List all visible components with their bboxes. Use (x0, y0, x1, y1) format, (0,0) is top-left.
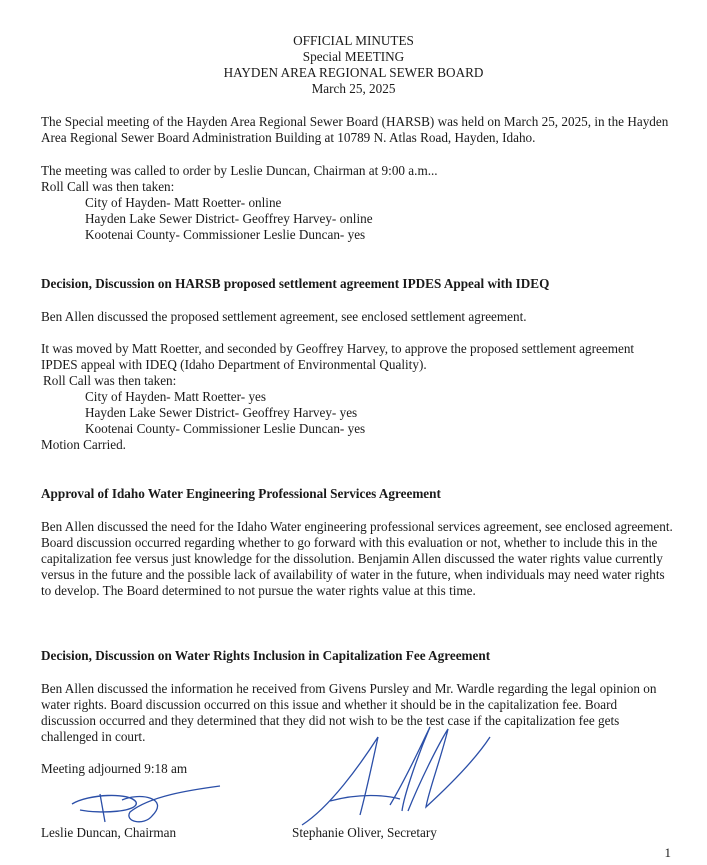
header-date: March 25, 2025 (311, 81, 396, 96)
intro-paragraph: The Special meeting of the Hayden Area Regional Sewer Board (HARSB) was held on March 25, 2025, in the Hayden Area Regional Sewer Board Administration Building at 10789 N. Atlas Road, Hayden, Idaho. (41, 114, 669, 145)
secretary-signature-label: Stephanie Oliver, Secretary (292, 825, 437, 840)
header-title: OFFICIAL MINUTES (293, 33, 414, 48)
motion-result: Motion Carried. (41, 437, 126, 452)
section-title-water-engineering: Approval of Idaho Water Engineering Professional Services Agreement (41, 486, 441, 501)
section-title-settlement: Decision, Discussion on HARSB proposed settlement agreement IPDES Appeal with IDEQ (41, 276, 550, 291)
roll-call-heading: Roll Call was then taken: (43, 373, 177, 388)
roll-call-entry: Kootenai County- Commissioner Leslie Duncan- yes (85, 421, 366, 436)
header-board-name: HAYDEN AREA REGIONAL SEWER BOARD (223, 65, 484, 80)
chairman-signature-label: Leslie Duncan, Chairman (41, 825, 177, 840)
adjournment: Meeting adjourned 9:18 am (41, 761, 188, 776)
roll-call-entry: City of Hayden- Matt Roetter- yes (85, 389, 267, 404)
roll-call-entry: Kootenai County- Commissioner Leslie Duncan- yes (85, 227, 366, 242)
settlement-discussion: Ben Allen discussed the proposed settlement agreement, see enclosed settlement agreement. (41, 309, 527, 324)
water-engineering-paragraph: Ben Allen discussed the need for the Idaho Water engineering professional services agreement, see enclosed agreement. Board discussion occurred regarding whether to go forward with this evaluation or not, whether to include this in the capitalization fee versus just knowledge for the dissolution. Benjamin Allen discussed the water rights value currently versus in the future and the possible lack of availability of water in the future, when individuals may need water rights to develop. The Board determined to not pursue the water rights value at this time. (41, 519, 673, 598)
call-to-order: The meeting was called to order by Leslie Duncan, Chairman at 9:00 a.m... (41, 163, 438, 178)
secretary-signature (290, 715, 500, 830)
header-meeting-type: Special MEETING (302, 49, 405, 64)
roll-call-entry: Hayden Lake Sewer District- Geoffrey Harvey- online (85, 211, 373, 226)
roll-call-heading: Roll Call was then taken: (41, 179, 175, 194)
water-rights-paragraph: Ben Allen discussed the information he received from Givens Pursley and Mr. Wardle regarding the legal opinion on water rights. Board discussion occurred on this issue and whether it should be in the capitalization fee. Board discussion occurred and they determined that they did not wish to be the test case if the capitalization fee gets challenged in court. (41, 681, 657, 744)
section-title-water-rights: Decision, Discussion on Water Rights Inclusion in Capitalization Fee Agreement (41, 648, 491, 663)
settlement-motion: It was moved by Matt Roetter, and seconded by Geoffrey Harvey, to approve the proposed settlement agreement IPDES appeal with IDEQ (Idaho Department of Environmental Quality). (41, 341, 635, 372)
page-number: 1 (664, 845, 671, 860)
roll-call-entry: City of Hayden- Matt Roetter- online (85, 195, 282, 210)
roll-call-entry: Hayden Lake Sewer District- Geoffrey Harvey- yes (85, 405, 358, 420)
